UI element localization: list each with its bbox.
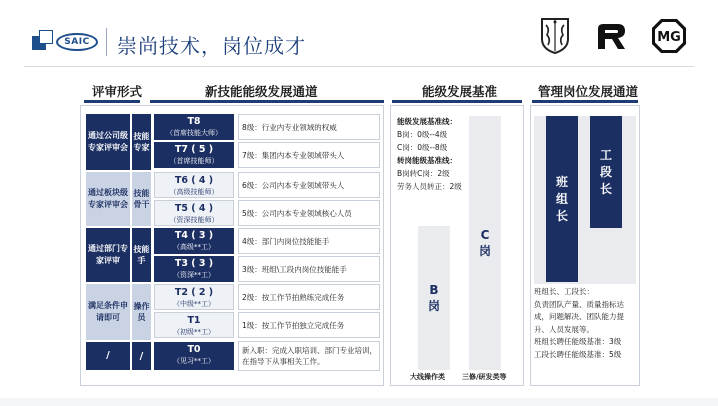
level-title: （资深技能师）: [169, 216, 219, 224]
base-line: 转岗能级基准线：: [397, 156, 457, 165]
header-divider: [106, 28, 107, 56]
level-desc: 3级：班组\工段内岗位技能能手: [238, 256, 380, 282]
section-underline: [532, 100, 638, 103]
saic-logo: [32, 30, 98, 54]
category-cell: 技能手: [132, 228, 151, 282]
brand-logos: [538, 16, 688, 56]
level-desc: 新入职：完成入职培训、部门专业培训，在指导下从事相关工作。: [238, 341, 380, 371]
mgmt-line: 负责团队产量、质量指标达成，问题解决、团队能力提升、人员发展等。: [534, 299, 624, 334]
level-box-t5: [154, 200, 234, 226]
level-box-t0: [154, 342, 234, 370]
level-desc: 4级：部门内岗位技能能手: [238, 228, 380, 254]
section-underline: [392, 100, 522, 103]
base-line: 劳务人员转正：2级: [397, 182, 462, 191]
level-box-t4: [154, 228, 234, 254]
level-box-t8: [154, 114, 234, 140]
level-title: （资深**工）: [173, 271, 215, 279]
saic-logo-text: SAIC: [56, 33, 98, 51]
section-leader-column: [590, 116, 622, 228]
level-box-t1: [154, 312, 234, 338]
level-title: （首席技能大师）: [166, 129, 222, 137]
level-desc: 8级：行业内专业领域的权威: [238, 114, 380, 140]
category-cell: 技能专家: [132, 114, 151, 170]
level-title: （首席技能师）: [169, 157, 219, 165]
level-code: T4 ( 3 ): [174, 230, 214, 241]
section-underline: [84, 100, 140, 103]
header-rule: [24, 66, 694, 67]
bar-c-post: [469, 116, 501, 370]
logo-square-outline: [39, 30, 53, 44]
mgmt-line: 班组长聘任能级基准：3级: [534, 337, 622, 346]
r-brand-icon: [594, 21, 628, 51]
page-header: [0, 0, 718, 68]
mg-icon: [650, 17, 688, 55]
level-box-t7: [154, 142, 234, 168]
level-box-t2: [154, 284, 234, 310]
level-desc: 1级：按工作节拍独立完成任务: [238, 312, 380, 338]
level-title: （见习**工）: [173, 357, 215, 365]
section-skill-channel: 新技能能级发展通道: [205, 84, 318, 99]
level-code: T1: [187, 315, 201, 326]
category-cell: /: [132, 342, 151, 370]
level-desc: 6级：公司内本专业领域带头人: [238, 172, 380, 198]
level-code: T5 ( 4 ): [174, 203, 214, 214]
level-box-t3: [154, 256, 234, 282]
section-underline: [150, 100, 384, 103]
base-line: 能级发展基准线：: [397, 117, 457, 126]
team-leader-column: [546, 116, 578, 282]
bar-c-caption: 三修/研发类等: [462, 373, 507, 381]
bottom-band: [0, 398, 718, 406]
category-cell: 技能骨干: [132, 172, 151, 226]
mgmt-text: [534, 286, 638, 361]
roewe-lion-icon: [538, 17, 572, 55]
section-level-base: 能级发展基准: [422, 84, 498, 99]
level-code: T6 ( 4 ): [174, 175, 214, 186]
level-code: T2 ( 2 ): [174, 287, 214, 298]
level-title: （高级技能师）: [169, 188, 219, 196]
base-line: B岗转C岗：2级: [397, 169, 450, 178]
team-leader-label: 班组长: [555, 174, 568, 223]
bar-b-label: B岗: [427, 283, 440, 313]
base-line: C岗：0级--8级: [397, 143, 448, 152]
mgmt-line: 班组长、工段长：: [534, 287, 594, 296]
review-form-cell: 通过公司级专家评审会: [86, 114, 130, 170]
bar-b-post: [418, 226, 450, 370]
level-code: T3 ( 3 ): [174, 258, 214, 269]
section-mgmt-channel: 管理岗位发展通道: [538, 84, 639, 99]
category-cell: 操作员: [132, 284, 151, 340]
bar-b-caption: 大线操作类: [410, 373, 445, 381]
level-code: T0: [187, 344, 201, 355]
review-form-cell: 通过部门专家评审: [86, 228, 130, 282]
level-box-t6: [154, 172, 234, 198]
mgmt-line: 工段长聘任能级基准：5级: [534, 349, 622, 359]
review-form-cell: /: [86, 342, 130, 370]
review-form-cell: 满足条件申请即可: [86, 284, 130, 340]
level-title: （高级**工）: [173, 243, 215, 251]
level-desc: 5级：公司内本专业领域核心人员: [238, 200, 380, 226]
review-form-cell: 通过板块级专家评审会: [86, 172, 130, 226]
bar-c-label: C岗: [478, 228, 491, 258]
level-title: （初级**工）: [173, 328, 215, 336]
svg-text:MG: MG: [657, 30, 681, 45]
level-title: （中级**工）: [173, 300, 215, 308]
page-title: 崇尚技术，岗位成才: [117, 34, 306, 58]
base-line: B岗：0级--4级: [397, 130, 448, 139]
section-review-form: 评审形式: [92, 84, 143, 99]
level-desc: 2级：按工作节拍熟练完成任务: [238, 284, 380, 310]
level-desc: 7级：集团内本专业领域带头人: [238, 142, 380, 168]
section-leader-label: 工段长: [599, 147, 612, 196]
level-code: T8: [187, 116, 201, 127]
level-code: T7 ( 5 ): [174, 144, 214, 155]
